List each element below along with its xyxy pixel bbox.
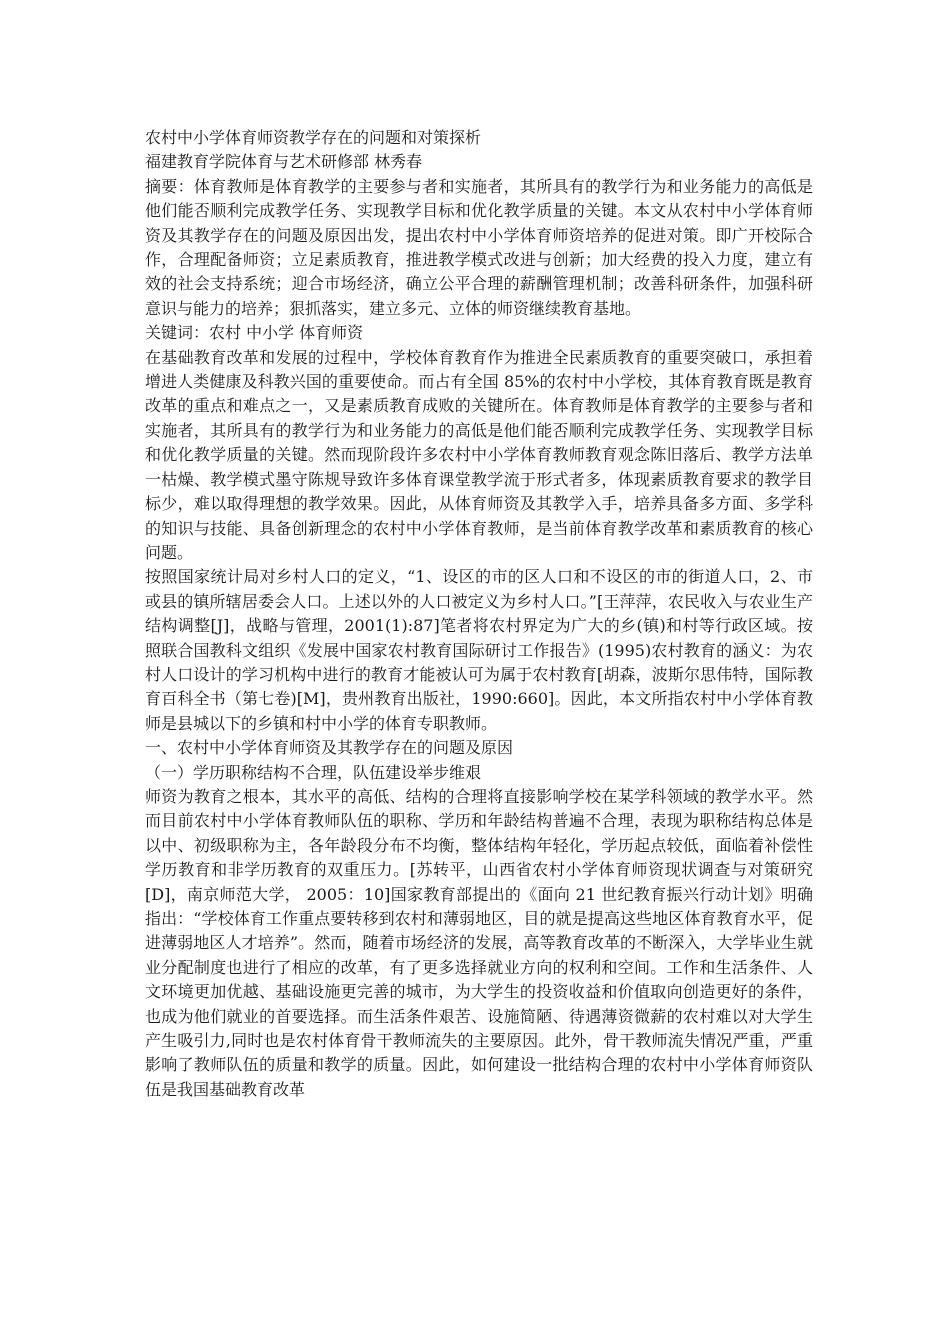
document-body <box>145 126 813 1102</box>
keywords-line: 关键词：农村 中小学 体育师资 <box>145 323 364 343</box>
abstract-paragraph: 摘要：体育教师是体育教学的主要参与者和实施者，其所具有的教学行为和业务能力的高低是他们能否顺利完成教学任务、实现教学目标和优化教学质量的关键。本文从农村中小学体育师资及其教学存在的问题及原因出发，提出农村中小学体育师资培养的促进对策。即广开校际合作，合理配备师资；立足素质教育，推进教学模式改进与创新；加大经费的投入力度，建立有效的社会支持系统；迎合市场经济，确立公平合理的薪酬管理机制；改善科研条件，加强科研意识与能力的培养；狠抓落实，建立多元、立体的师资继续教育基地。 <box>145 176 813 318</box>
section-heading: 一、农村中小学体育师资及其教学存在的问题及原因 <box>145 738 514 758</box>
subsection-heading: （一）学历职称结构不合理，队伍建设举步维艰 <box>145 762 482 782</box>
document-title: 农村中小学体育师资教学存在的问题和对策探析 <box>145 128 482 147</box>
body-paragraph-3: 师资为教育之根本，其水平的高低、结构的合理将直接影响学校在某学科领域的教学水平。然而目前农村中小学体育教师队伍的职称、学历和年龄结构普遍不合理，表现为职称结构总体是以中、初级职称为主，各年龄段分布不均衡，整体结构年轻化，学历起点较低，面临着补偿性学历教育和非学历教育的双重压力。[苏转平，山西省农村小学体育师资现状调查与对策研究[D]，南京师范大学， 2005：10]国家教育部提出的《面向 21 世纪教育振兴行动计划》明确指出：“学校体育工作重点要转移到农村和薄弱地区，目的就是提高这些地区体育教育水平，促进薄弱地区人才培养”。然而，随着市场经济的发展，高等教育改革的不断深入，大学毕业生就业分配制度也进行了相应的改革，有了更多选择就业方向的权利和空间。工作和生活条件、人文环境更加优越、基础设施更完善的城市，为大学生的投资收益和价值取向创造更好的条件，也成为他们就业的首要选择。而生活条件艰苦、设施简陋、待遇薄资微薪的农村难以对大学生产生吸引力,同时也是农村体育骨干教师流失的主要原因。此外，骨干教师流失情况严重，严重影响了教师队伍的质量和教学的质量。因此，如何建设一批结构合理的农村中小学体育师资队伍是我国基础教育改革 <box>145 786 813 1099</box>
body-paragraph-2: 按照国家统计局对乡村人口的定义，“1、设区的市的区人口和不设区的市的街道人口，2、市或县的镇所辖居委会人口。上述以外的人口被定义为乡村人口。”[王萍萍，农民收入与农业生产结构调整[J]，战略与管理，2001(1):87]笔者将农村界定为广大的乡(镇)和村等行政区域。按照联合国教科文组织《发展中国家农村教育国际研讨工作报告》(1995)农村教育的涵义：为农村人口设计的学习机构中进行的教育才能被认可为属于农村教育[胡森，波斯尔思伟特，国际教育百科全书（第七卷)[M]，贵州教育出版社，1990:660]。因此，本文所指农村中小学体育教师是县城以下的乡镇和村中小学的体育专职教师。 <box>145 567 813 733</box>
body-paragraph-1: 在基础教育改革和发展的过程中，学校体育教育作为推进全民素质教育的重要突破口，承担着增进人类健康及科教兴国的重要使命。而占有全国 85%的农村中小学校，其体育教育既是教育改革的重点和难点之一，又是素质教育成败的关键所在。体育教师是体育教学的主要参与者和实施者，其所具有的教学行为和业务能力的高低是他们能否顺利完成教学任务、实现教学目标和优化教学质量的关键。然而现阶段许多农村中小学体育教师教育观念陈旧落后、教学方法单一枯燥、教学模式墨守陈规导致许多体育课堂教学流于形式者多，体现素质教育要求的教学目标少，难以取得理想的教学效果。因此，从体育师资及其教学入手，培养具备多方面、多学科的知识与技能、具备创新理念的农村中小学体育教师，是当前体育教学改革和素质教育的核心问题。 <box>145 347 813 562</box>
author-line: 福建教育学院体育与艺术研修部 林秀春 <box>145 152 423 172</box>
